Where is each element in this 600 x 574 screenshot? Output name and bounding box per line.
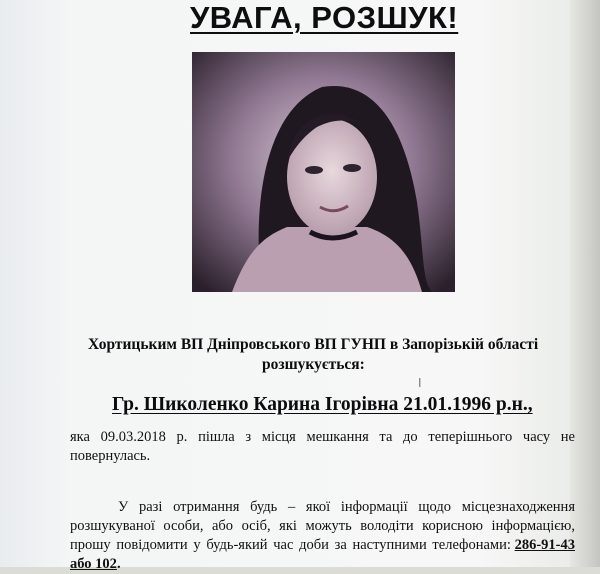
issuer-text: Хортицьким ВП Дніпровського ВП ГУНП в Запорізькій області xyxy=(88,336,539,353)
monitor-bezel xyxy=(570,0,600,567)
wanted-label: розшукується: xyxy=(262,356,365,373)
appeal-text: У разі отримання будь – якої інформації щодо місцезнаходження розшукуваної особи, або осіб, які можуть володіти корисною інформацією, прошу повідомити у будь-який час доби за наступними телефонами: xyxy=(70,499,575,553)
phone-numbers: 286-91-43 або 102 xyxy=(70,537,576,572)
person-name: Гр. Шиколенко Карина Ігорівна 21.01.1996 р.н., xyxy=(112,394,533,415)
missing-person-photo xyxy=(192,52,455,292)
description-paragraph xyxy=(70,428,575,466)
phone-suffix: . xyxy=(116,556,121,572)
text-cursor-icon: I xyxy=(418,376,422,390)
appeal-paragraph xyxy=(70,498,575,574)
poster-title: УВАГА, РОЗШУК! xyxy=(190,0,459,35)
description-text: яка 09.03.2018 р. пішла з місця мешкання та до теперішнього часу не повернулась. xyxy=(70,429,575,464)
